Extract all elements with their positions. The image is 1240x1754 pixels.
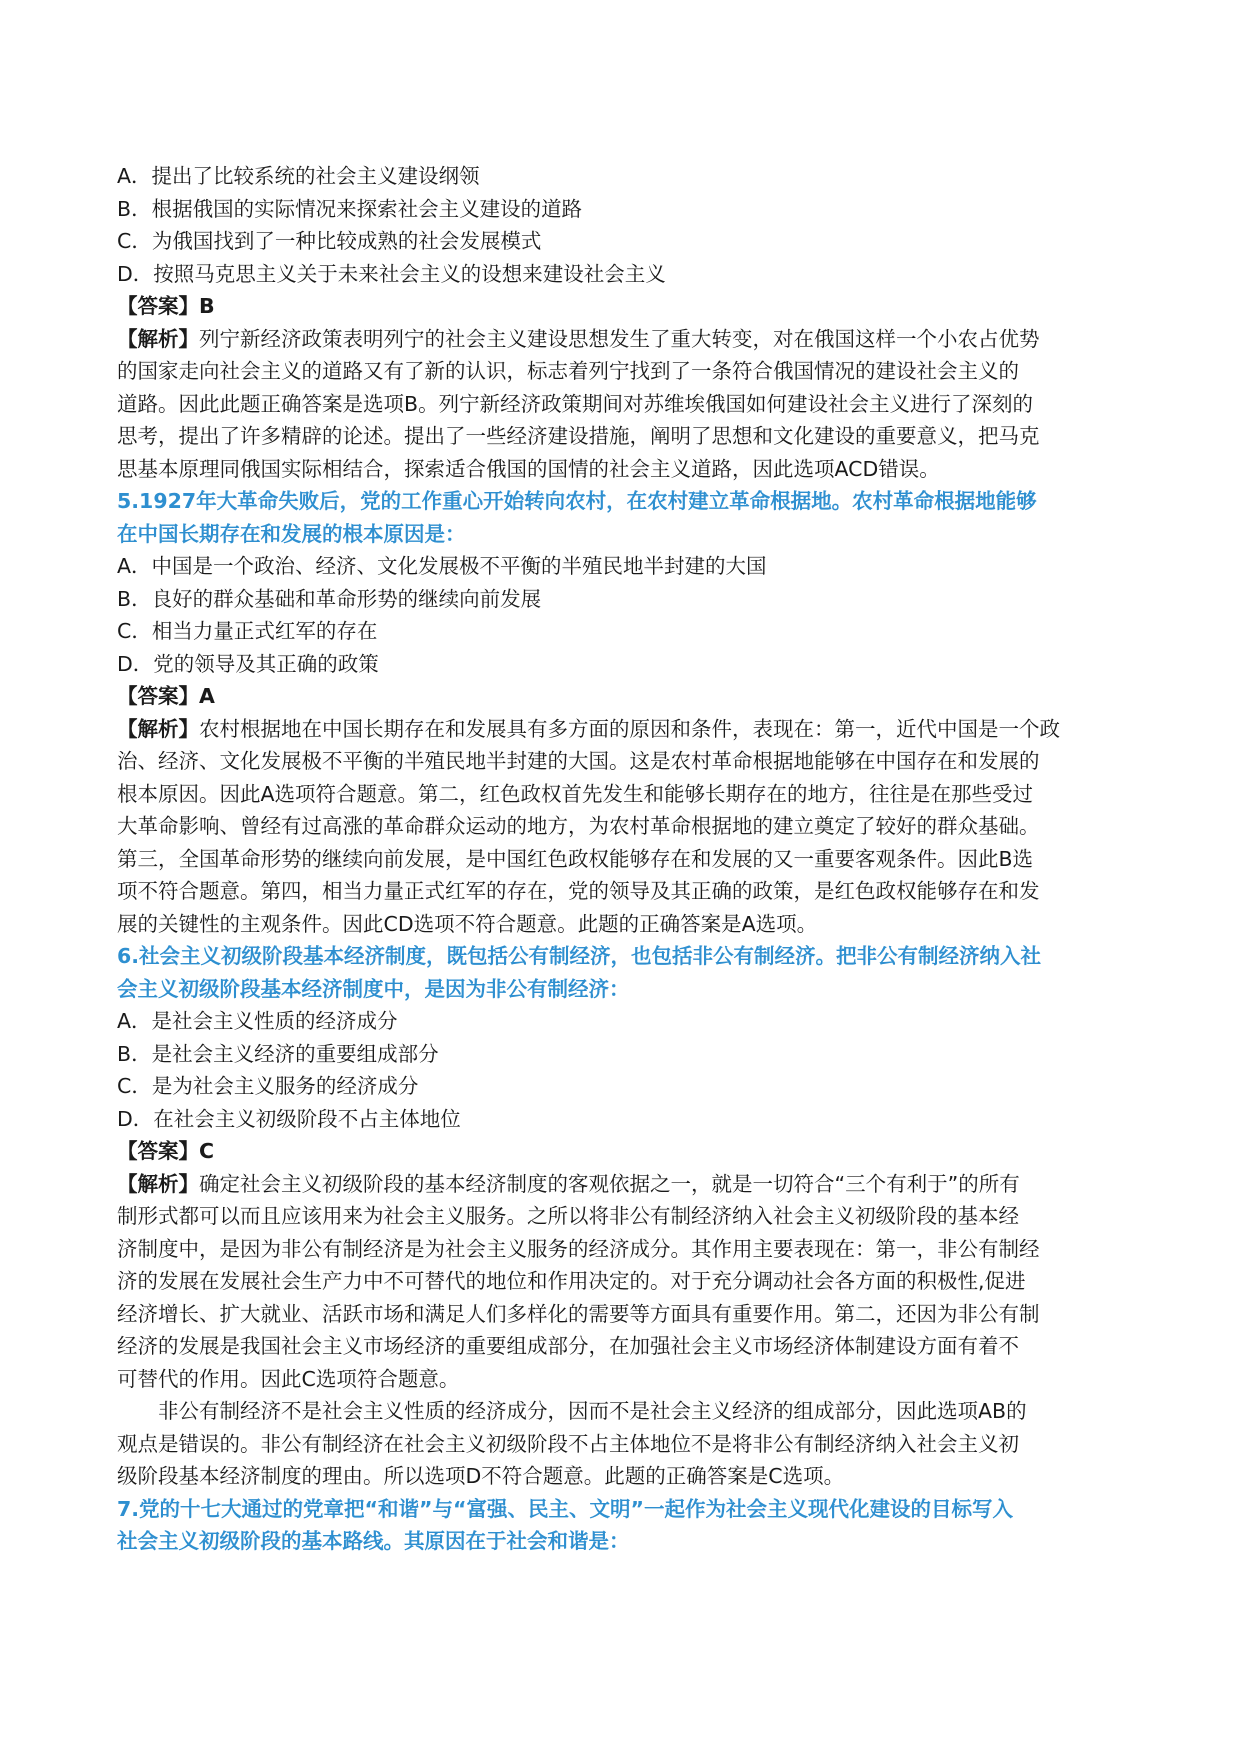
question-5-block: [117, 485, 1120, 940]
analysis-line: 制形式都可以而且应该用来为社会主义服务。之所以将非公有制经济纳入社会主义初级阶段的基本经: [117, 1204, 1019, 1228]
question-text: 社会主义初级阶段的基本路线。其原因在于社会和谐是：: [117, 1529, 630, 1553]
analysis-label: 【解析】: [117, 326, 199, 351]
option-c: C．为俄国找到了一种比较成熟的社会发展模式: [117, 229, 542, 253]
analysis-line: 展的关键性的主观条件。因此CD选项不符合题意。此题的正确答案是A选项。: [117, 911, 818, 936]
question-text: 6.社会主义初级阶段基本经济制度，既包括公有制经济，也包括非公有制经济。把非公有制经济纳入社: [117, 944, 1042, 968]
option-c: C．相当力量正式红军的存在: [117, 619, 378, 643]
analysis-line: [117, 323, 1120, 356]
analysis-line: 第三，全国革命形势的继续向前发展，是中国红色政权能够存在和发展的又一重要客观条件。因此B选: [117, 846, 1034, 871]
option-d: D．党的领导及其正确的政策: [117, 651, 379, 676]
question-7-block: [117, 1493, 1120, 1558]
analysis-text: 确定社会主义初级阶段的基本经济制度的客观依据之一，就是一切符合“三个有利于”的所有: [199, 1171, 1020, 1196]
analysis-paragraph-2: 非公有制经济不是社会主义性质的经济成分，因而不是社会主义经济的组成部分，因此选项AB的: [158, 1399, 1027, 1423]
option-d: D．在社会主义初级阶段不占主体地位: [117, 1106, 461, 1131]
analysis-line: 可替代的作用。因此C选项符合题意。: [117, 1366, 460, 1391]
analysis-line: 经济增长、扩大就业、活跃市场和满足人们多样化的需要等方面具有重要作用。第二，还因为非公有制: [117, 1301, 1040, 1326]
option-c: C．是为社会主义服务的经济成分: [117, 1074, 419, 1098]
analysis-label: 【解析】: [117, 1171, 199, 1196]
analysis-text: 列宁新经济政策表明列宁的社会主义建设思想发生了重大转变，对在俄国这样一个小农占优势: [199, 326, 1040, 351]
answer-line: 【答案】C: [117, 1139, 215, 1163]
analysis-line: 济的发展在发展社会生产力中不可替代的地位和作用决定的。对于充分调动社会各方面的积极性,促进: [117, 1269, 1026, 1293]
question-6-block: [117, 940, 1120, 1493]
question-text: 在中国长期存在和发展的根本原因是：: [117, 521, 466, 546]
option-b: B．良好的群众基础和革命形势的继续向前发展: [117, 586, 542, 611]
answer-line: 【答案】A: [117, 684, 215, 708]
answer-line: 【答案】B: [117, 294, 215, 318]
analysis-line: 根本原因。因此A选项符合题意。第二，红色政权首先发生和能够长期存在的地方，往往是在那些受过: [117, 781, 1034, 806]
analysis-line: 治、经济、文化发展极不平衡的半殖民地半封建的大国。这是农村革命根据地能够在中国存在和发展的: [117, 749, 1040, 773]
analysis-line: 项不符合题意。第四，相当力量正式红军的存在，党的领导及其正确的政策，是红色政权能够存在和发: [117, 879, 1040, 903]
question-text: 7.党的十七大通过的党章把“和谐”与“富强、民主、文明”一起作为社会主义现代化建设的目标写入: [117, 1496, 1013, 1521]
analysis-line: [117, 713, 1120, 746]
option-b: B．是社会主义经济的重要组成部分: [117, 1041, 439, 1066]
analysis-line: 思考，提出了许多精辟的论述。提出了一些经济建设措施，阐明了思想和文化建设的重要意义，把马克: [117, 424, 1040, 448]
question-4-block: [117, 160, 1120, 485]
analysis-line: 经济的发展是我国社会主义市场经济的重要组成部分，在加强社会主义市场经济体制建设方面有着不: [117, 1334, 1019, 1358]
analysis-line: [117, 1168, 1120, 1201]
analysis-line: 济制度中，是因为非公有制经济是为社会主义服务的经济成分。其作用主要表现在：第一，非公有制经: [117, 1236, 1040, 1261]
analysis-text: 农村根据地在中国长期存在和发展具有多方面的原因和条件，表现在：第一，近代中国是一个政: [199, 716, 1060, 741]
option-b: B．根据俄国的实际情况来探索社会主义建设的道路: [117, 196, 583, 221]
option-d: D．按照马克思主义关于未来社会主义的设想来建设社会主义: [117, 261, 666, 286]
analysis-line: 道路。因此此题正确答案是选项B。列宁新经济政策期间对苏维埃俄国如何建设社会主义进行了深刻的: [117, 391, 1034, 416]
question-text: 5.1927年大革命失败后，党的工作重心开始转向农村，在农村建立革命根据地。农村革命根据地能够: [117, 489, 1037, 513]
analysis-line: 的国家走向社会主义的道路又有了新的认识，标志着列宁找到了一条符合俄国情况的建设社会主义的: [117, 359, 1019, 383]
analysis-line: 级阶段基本经济制度的理由。所以选项D不符合题意。此题的正确答案是C选项。: [117, 1464, 845, 1488]
option-a: A．提出了比较系统的社会主义建设纲领: [117, 164, 480, 188]
analysis-line: 思基本原理同俄国实际相结合，探索适合俄国的国情的社会主义道路，因此选项ACD错误。: [117, 456, 940, 481]
analysis-line: 观点是错误的。非公有制经济在社会主义初级阶段不占主体地位不是将非公有制经济纳入社会主义初: [117, 1431, 1019, 1456]
analysis-line: 大革命影响、曾经有过高涨的革命群众运动的地方，为农村革命根据地的建立奠定了较好的群众基础。: [117, 814, 1040, 838]
question-text: 会主义初级阶段基本经济制度中，是因为非公有制经济：: [117, 976, 630, 1001]
option-a: A．是社会主义性质的经济成分: [117, 1009, 398, 1033]
option-a: A．中国是一个政治、经济、文化发展极不平衡的半殖民地半封建的大国: [117, 554, 767, 578]
analysis-label: 【解析】: [117, 716, 199, 741]
